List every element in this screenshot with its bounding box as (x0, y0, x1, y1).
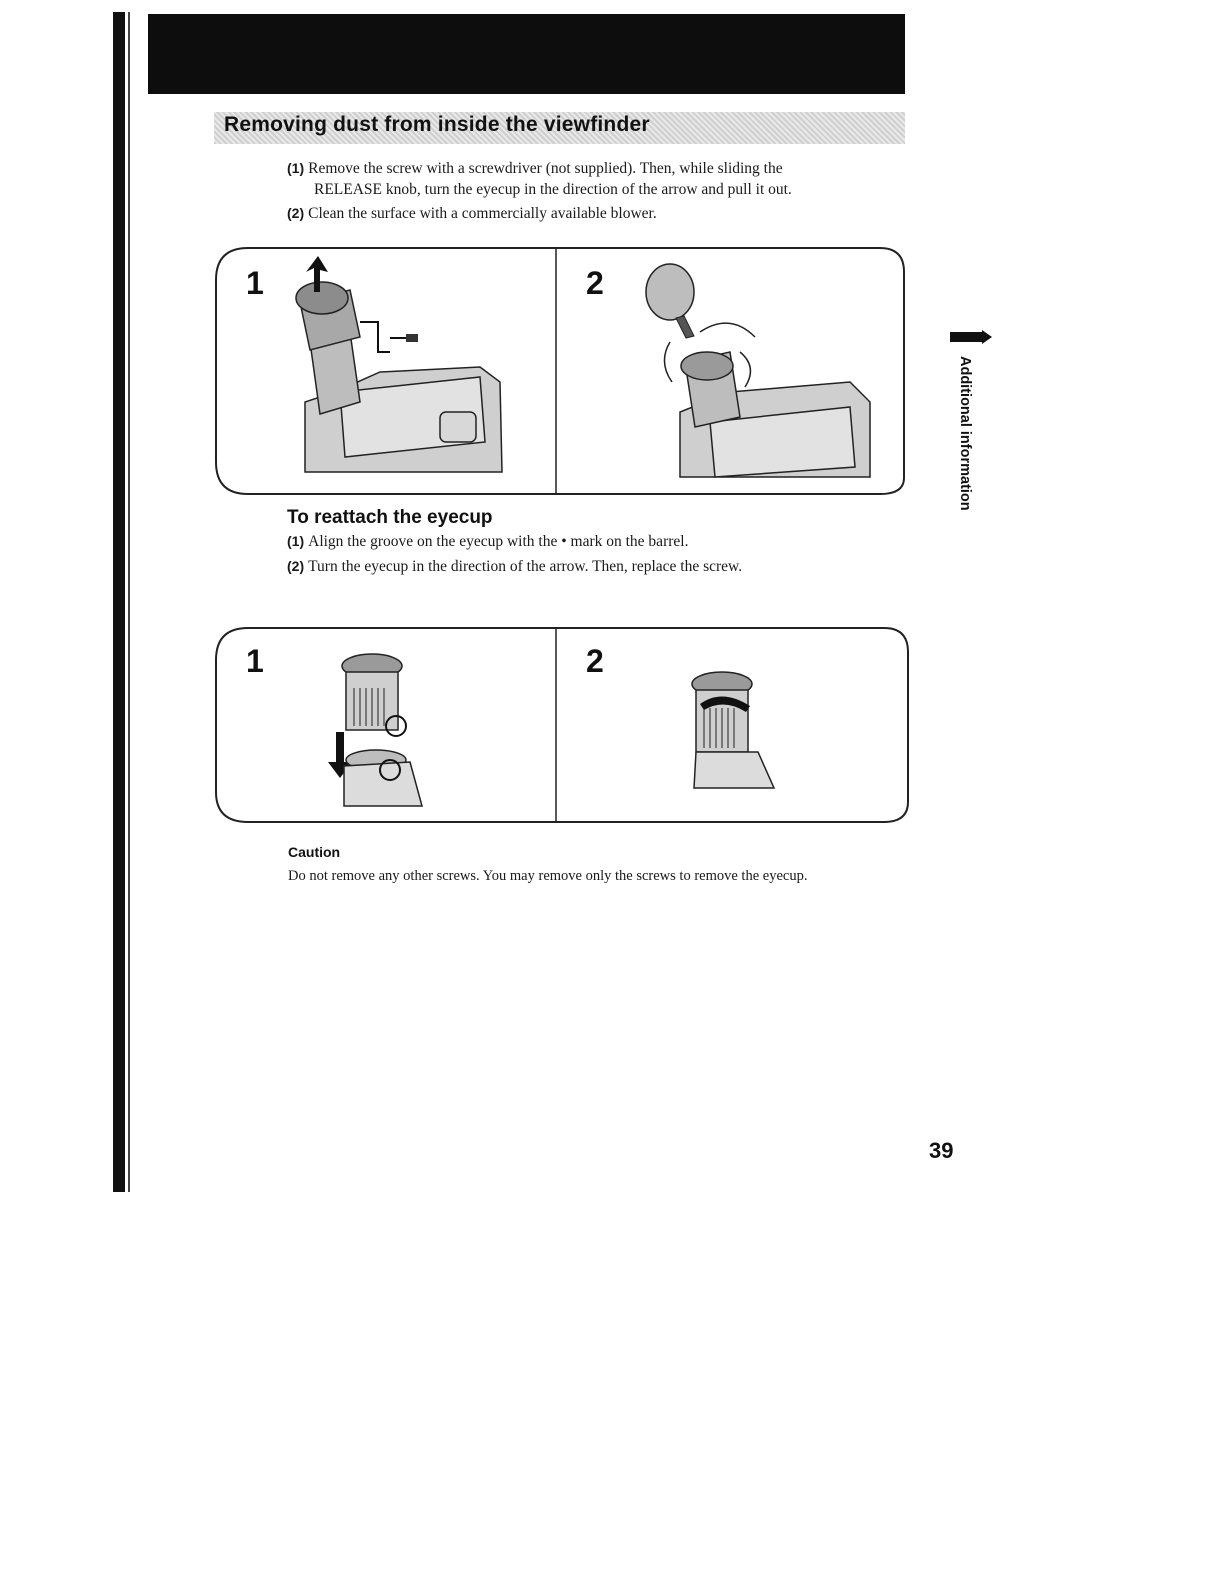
screw-icon (406, 334, 418, 342)
panel-number: 1 (246, 265, 264, 301)
figure-remove-eyecup (210, 242, 910, 502)
figure-reattach-eyecup (210, 622, 914, 828)
binding-spine-edge (128, 12, 130, 1192)
blower-bulb-icon (646, 264, 694, 320)
step-number: (1) (287, 160, 305, 176)
step-text-line2: RELEASE knob, turn the eyecup in the direction of the arrow and pull it out. (314, 181, 792, 198)
step-1 (287, 158, 897, 200)
page-number: 39 (929, 1138, 954, 1163)
eyecup-icon (296, 282, 348, 314)
blower-illustration (646, 264, 870, 477)
reattach-step-2 (287, 556, 897, 577)
step-number: (1) (287, 533, 305, 549)
step-number: (2) (287, 205, 305, 221)
side-tab-marker-icon (950, 330, 992, 344)
side-tab-label: Additional information (957, 356, 973, 511)
eyecup-attached-illustration (692, 672, 774, 788)
section-title: Removing dust from inside the viewfinder (224, 113, 650, 136)
step-text-line1: Remove the screw with a screwdriver (not supplied). Then, while sliding the (308, 160, 783, 177)
header-bar (148, 14, 905, 94)
reattach-step-1 (287, 531, 897, 552)
step-number: (2) (287, 558, 305, 574)
caution-text: Do not remove any other screws. You may remove only the screws to remove the eyecup. (288, 868, 808, 884)
panel-number: 2 (586, 265, 604, 301)
step-text: Clean the surface with a commercially available blower. (308, 205, 657, 222)
binding-spine (113, 12, 125, 1192)
panel-number: 1 (246, 643, 264, 679)
panel-number: 2 (586, 643, 604, 679)
caution-title: Caution (288, 844, 341, 860)
eyecup-align-illustration (328, 654, 422, 806)
step-2 (287, 203, 897, 224)
camcorder-illustration (296, 256, 502, 472)
step-text: Turn the eyecup in the direction of the arrow. Then, replace the screw. (308, 558, 743, 575)
step-text: Align the groove on the eyecup with the • mark on the barrel. (308, 533, 689, 550)
reattach-title: To reattach the eyecup (287, 507, 493, 528)
